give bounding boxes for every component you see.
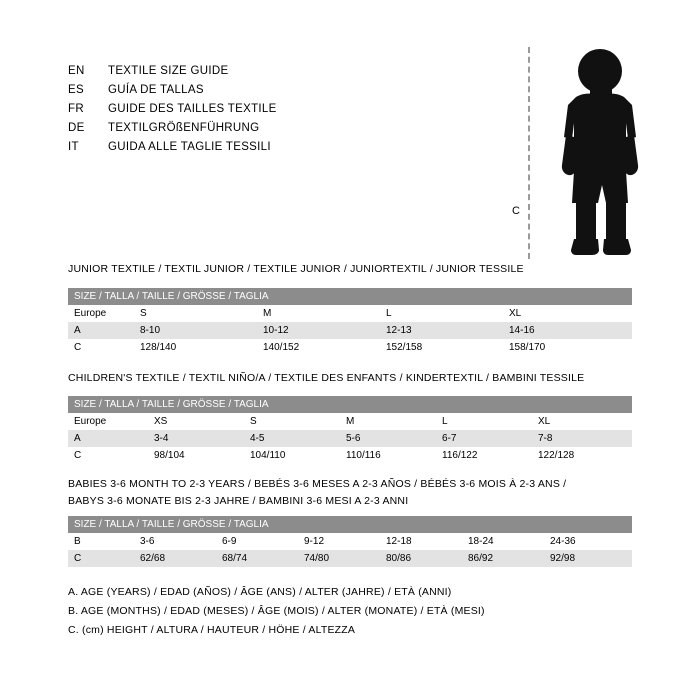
language-title-block [68,62,488,157]
cell: M [263,305,386,322]
row-label: C [68,447,154,464]
cell: 158/170 [509,339,632,356]
row-label: Europe [68,413,154,430]
row-label: A [68,430,154,447]
cell: 122/128 [538,447,632,464]
cell: S [140,305,263,322]
cell: 14-16 [509,322,632,339]
language-title: GUÍA DE TALLAS [108,84,204,96]
language-code: DE [68,122,85,134]
language-title: GUIDE DES TAILLES TEXTILE [108,103,277,115]
cell: 110/116 [346,447,442,464]
language-row [68,119,488,138]
cell: 140/152 [263,339,386,356]
height-measure-label: C [512,205,520,217]
legend-row-a: A. AGE (YEARS) / EDAD (AÑOS) / ÂGE (ANS) / ALTER (JAHRE) / ETÀ (ANNI) [68,586,452,598]
section-title-babies-line2: BABYS 3-6 MONATE BIS 2-3 JAHRE / BAMBINI 3-6 MESI A 2-3 ANNI [68,495,409,507]
language-title: TEXTILE SIZE GUIDE [108,65,229,77]
section-title-babies: BABIES 3-6 MONTH TO 2-3 YEARS / BEBÉS 3-6 MESES A 2-3 AÑOS / BÉBÉS 3-6 MOIS À 2-3 ANS / [68,478,567,490]
cell: 12-18 [386,533,468,550]
cell: 3-6 [140,533,222,550]
row-label: B [68,533,140,550]
cell: 4-5 [250,430,346,447]
language-title: TEXTILGRÖßENFÜHRUNG [108,122,260,134]
cell: 12-13 [386,322,509,339]
table-band-header [68,516,632,533]
cell: XL [538,413,632,430]
table-row [68,430,632,447]
cell: 9-12 [304,533,386,550]
band-label: SIZE / TALLA / TAILLE / GRÖSSE / TAGLIA [68,288,632,305]
table-row [68,447,632,464]
row-label: A [68,322,140,339]
cell: 92/98 [550,550,632,567]
section-title-children: CHILDREN'S TEXTILE / TEXTIL NIÑO/A / TEXTILE DES ENFANTS / KINDERTEXTIL / BAMBINI TESSILE [68,372,585,384]
cell: 10-12 [263,322,386,339]
table-row [68,550,632,567]
junior-size-table [68,288,632,356]
table-row [68,322,632,339]
language-title: GUIDA ALLE TAGLIE TESSILI [108,141,271,153]
language-code: EN [68,65,85,77]
cell: L [442,413,538,430]
cell: 68/74 [222,550,304,567]
legend-block [68,583,628,640]
row-label: C [68,339,140,356]
cell: 104/110 [250,447,346,464]
cell: 152/158 [386,339,509,356]
cell: S [250,413,346,430]
measurement-figure [500,45,670,260]
table-band-header [68,288,632,305]
children-size-table [68,396,632,464]
section-title-junior: JUNIOR TEXTILE / TEXTIL JUNIOR / TEXTILE JUNIOR / JUNIORTEXTIL / JUNIOR TESSILE [68,263,524,275]
legend-row-c: C. (cm) HEIGHT / ALTURA / HAUTEUR / HÖHE / ALTEZZA [68,624,356,636]
cell: 62/68 [140,550,222,567]
cell: 128/140 [140,339,263,356]
legend-row-b: B. AGE (MONTHS) / EDAD (MESES) / ÂGE (MOIS) / ALTER (MONATE) / ETÀ (MESI) [68,605,485,617]
cell: 18-24 [468,533,550,550]
row-label: C [68,550,140,567]
table-band-header [68,396,632,413]
cell: 7-8 [538,430,632,447]
cell: XL [509,305,632,322]
cell: 6-7 [442,430,538,447]
cell: 116/122 [442,447,538,464]
child-silhouette-icon [536,45,666,260]
language-row [68,138,488,157]
cell: 6-9 [222,533,304,550]
table-row [68,413,632,430]
cell: 74/80 [304,550,386,567]
height-measure-line [528,47,530,259]
cell: L [386,305,509,322]
cell: 86/92 [468,550,550,567]
cell: 98/104 [154,447,250,464]
cell: 8-10 [140,322,263,339]
band-label: SIZE / TALLA / TAILLE / GRÖSSE / TAGLIA [68,396,632,413]
row-label: Europe [68,305,140,322]
cell: 5-6 [346,430,442,447]
language-code: IT [68,141,79,153]
language-row [68,100,488,119]
language-code: ES [68,84,84,96]
cell: 3-4 [154,430,250,447]
babies-size-table [68,516,632,567]
cell: M [346,413,442,430]
language-code: FR [68,103,84,115]
language-row [68,81,488,100]
table-row [68,305,632,322]
table-row [68,339,632,356]
language-row [68,62,488,81]
band-label: SIZE / TALLA / TAILLE / GRÖSSE / TAGLIA [68,516,632,533]
cell: 24-36 [550,533,632,550]
cell: XS [154,413,250,430]
table-row [68,533,632,550]
cell: 80/86 [386,550,468,567]
